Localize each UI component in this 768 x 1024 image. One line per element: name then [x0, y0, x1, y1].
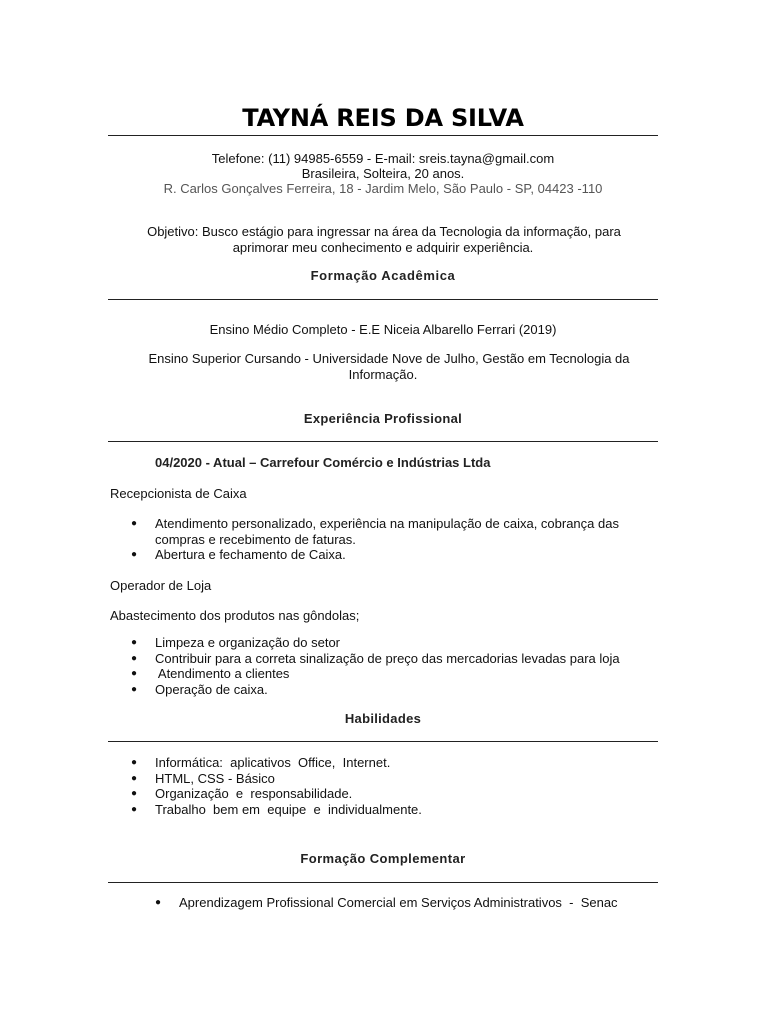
skills-divider: [108, 741, 658, 742]
objective-line-1: Objetivo: Busco estágio para ingressar na área da Tecnologia da informação, para: [147, 224, 621, 239]
bullet-icon: ●: [131, 803, 138, 815]
education-item-university-line-2: Informação.: [348, 367, 418, 382]
job-title: 04/2020 - Atual – Carrefour Comércio e Indústrias Ltda: [155, 455, 491, 470]
list-item-text: Atendimento a clientes: [155, 666, 290, 681]
list-item: [131, 771, 671, 787]
list-item-text: Organização e responsabilidade.: [155, 786, 353, 801]
role-receptionist: Recepcionista de Caixa: [110, 486, 247, 501]
list-item: [131, 786, 671, 802]
list-item: [131, 682, 691, 698]
bullet-icon: ●: [131, 757, 138, 768]
header-divider: [108, 135, 658, 136]
complementary-divider: [108, 882, 658, 883]
list-item-text: Contribuir para a correta sinalização de preço das mercadorias levadas para loja: [155, 650, 620, 666]
complementary-heading: Formação Complementar: [300, 851, 466, 866]
experience-heading: Experiência Profissional: [303, 411, 463, 426]
bullet-icon: ●: [131, 683, 138, 695]
skills-list: [131, 755, 671, 817]
list-item-text-continued: compras e recebimento de faturas.: [155, 531, 356, 547]
list-item-text: Trabalho bem em equipe e individualmente.: [155, 801, 422, 817]
list-item: [131, 802, 671, 818]
bullet-icon: ●: [131, 518, 138, 529]
list-item-text: Aprendizagem Profissional Comercial em Serviços Administrativos - Senac: [179, 895, 618, 910]
list-item: [131, 635, 691, 651]
list-item-text: Operação de caixa.: [155, 681, 268, 697]
list-item: [131, 516, 691, 547]
list-item: [131, 547, 691, 563]
education-divider: [108, 299, 658, 300]
list-item-text: Abertura e fechamento de Caixa.: [155, 547, 346, 562]
skills-heading: Habilidades: [344, 711, 422, 726]
bullet-icon: ●: [131, 772, 138, 784]
list-item-text: Informática: aplicativos Office, Internet.: [155, 755, 391, 770]
list-item: [155, 895, 675, 911]
education-item-high-school: Ensino Médio Completo - E.E Niceia Albarello Ferrari (2019): [209, 322, 557, 337]
store-operator-intro: Abastecimento dos produtos nas gôndolas;: [110, 608, 360, 623]
candidate-name: TAYNÁ REIS DA SILVA: [242, 104, 524, 132]
bullet-icon: ●: [131, 788, 138, 799]
list-item: [131, 666, 691, 682]
list-item-text: Atendimento personalizado, experiência na manipulação de caixa, cobrança das: [155, 516, 619, 531]
store-operator-duties-list: [131, 635, 691, 697]
bullet-icon: ●: [155, 897, 162, 908]
personal-line: Brasileira, Solteira, 20 anos.: [301, 166, 465, 181]
bullet-icon: ●: [131, 549, 138, 560]
list-item: [131, 651, 691, 667]
education-heading: Formação Acadêmica: [310, 268, 456, 283]
education-item-university-line-1: Ensino Superior Cursando - Universidade Nove de Julho, Gestão em Tecnologia da: [148, 351, 630, 366]
complementary-list: [155, 895, 675, 911]
list-item: [131, 755, 671, 771]
receptionist-duties-list: [131, 516, 691, 563]
list-item-text: Limpeza e organização do setor: [155, 635, 341, 650]
bullet-icon: ●: [131, 652, 138, 664]
bullet-icon: ●: [131, 637, 138, 648]
contact-line: Telefone: (11) 94985-6559 - E-mail: sreis.tayna@gmail.com: [211, 151, 555, 166]
role-store-operator: Operador de Loja: [110, 578, 212, 593]
experience-divider: [108, 441, 658, 442]
objective-line-2: aprimorar meu conhecimento e adquirir experiência.: [232, 240, 534, 255]
bullet-icon: ●: [131, 668, 138, 679]
address-line: R. Carlos Gonçalves Ferreira, 18 - Jardim Melo, São Paulo - SP, 04423 -110: [163, 181, 603, 196]
list-item-text: HTML, CSS - Básico: [155, 770, 275, 786]
